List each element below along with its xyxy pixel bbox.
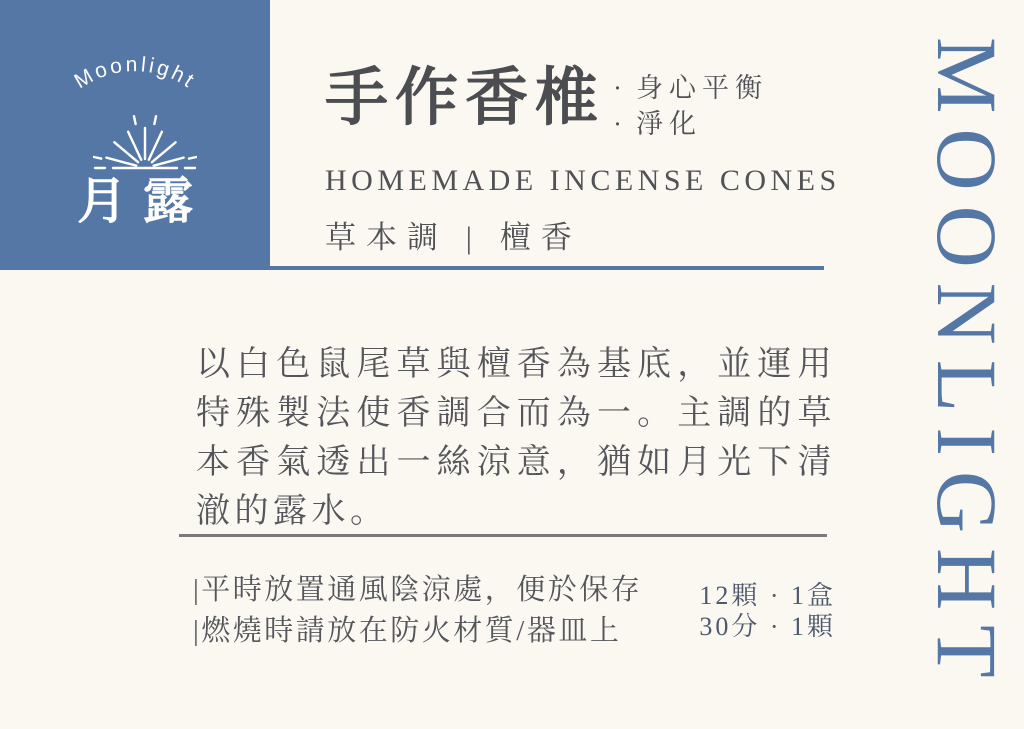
footer: [193, 570, 836, 652]
product-specs: [699, 570, 836, 642]
sunburst-icon: [93, 98, 197, 174]
brand-box: [0, 0, 270, 268]
scent-line: 草本調 | 檀香: [325, 220, 582, 255]
bullet-dot: ·: [613, 73, 628, 103]
benefit-label: 身心平衡: [636, 73, 768, 103]
footer-divider-rule: [179, 534, 827, 537]
header-block: [325, 63, 841, 257]
spec-line: 12顆 · 1盒: [699, 581, 836, 610]
benefit-list: [613, 64, 768, 142]
brand-arc-text: Moonlight: [70, 53, 201, 94]
care-line: |平時放置通風陰涼處，便於保存: [193, 574, 643, 606]
product-title: 手作香椎: [325, 63, 605, 133]
bullet-dot: ·: [613, 109, 628, 139]
side-text-wrap: [919, 0, 1015, 729]
product-description: 以白色鼠尾草與檀香為基底，並運用特殊製法使香調合而為一。主調的草本香氣透出一絲涼意，猶如月光下清澈的露水。: [196, 346, 836, 530]
benefit-item: [613, 70, 768, 106]
spec-line: 30分 · 1顆: [699, 612, 836, 641]
subtitle-english: HOMEMADE INCENSE CONES: [325, 164, 841, 197]
header-divider-rule: [0, 266, 824, 270]
benefit-item: [613, 106, 768, 142]
care-line: |燃燒時請放在防火材質/器皿上: [193, 615, 622, 647]
benefit-label: 淨化: [636, 109, 702, 139]
brand-name-cjk: 月露: [77, 173, 209, 229]
care-instructions: [193, 570, 642, 652]
vertical-brand-text: MOONLIGHT: [919, 36, 1015, 693]
svg-text:Moonlight: [70, 53, 200, 93]
